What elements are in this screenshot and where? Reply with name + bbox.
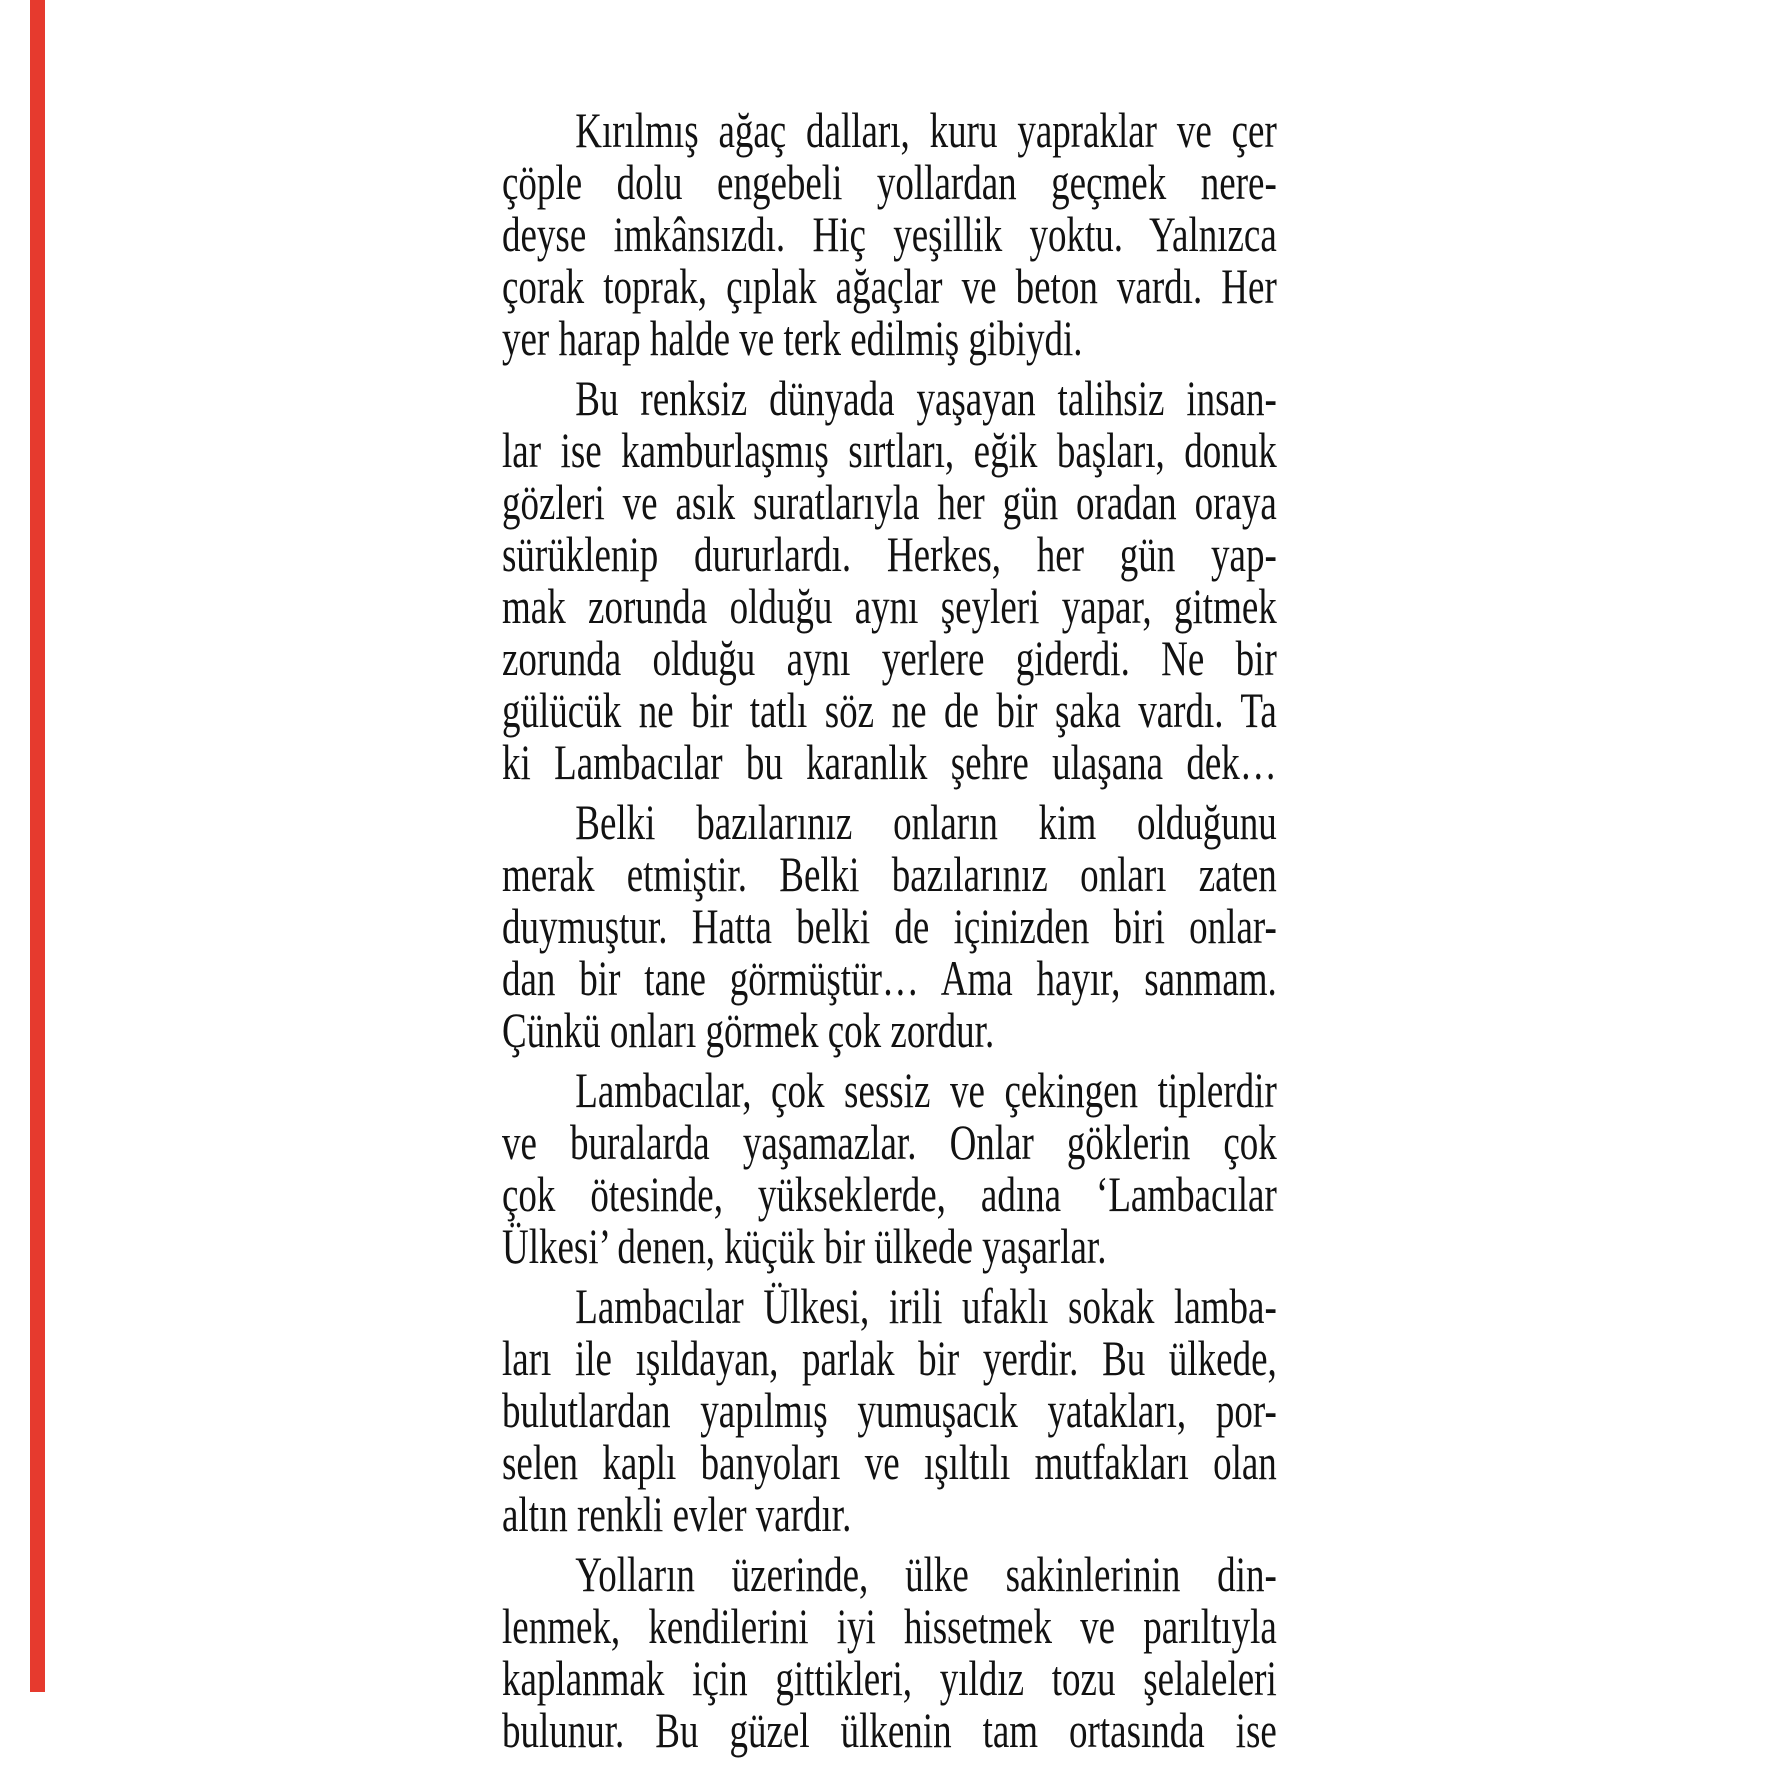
text-line: zorunda olduğu aynı yerlere giderdi. Ne bir (502, 630, 1277, 686)
text-line: dan bir tane görmüştür… Ama hayır, sanmam. (502, 950, 1277, 1006)
text-line: deyse imkânsızdı. Hiç yeşillik yoktu. Yalnızca (502, 206, 1277, 262)
paragraph (502, 104, 1277, 364)
text-line: Yolların üzerinde, ülke sakinlerinin din- (575, 1546, 1277, 1602)
paragraph (502, 1064, 1277, 1272)
text-line: lenmek, kendilerini iyi hissetmek ve parıltıyla (502, 1598, 1277, 1654)
text-line: Çünkü onları görmek çok zordur. (502, 1002, 995, 1058)
text-line: bulunur. Bu güzel ülkenin tam ortasında ise (502, 1702, 1277, 1758)
text-line: çöple dolu engebeli yollardan geçmek nere- (502, 154, 1277, 210)
text-line: merak etmiştir. Belki bazılarınız onları zaten (502, 846, 1277, 902)
paragraph (502, 1548, 1277, 1756)
text-line: Kırılmış ağaç dalları, kuru yapraklar ve çer (575, 102, 1277, 158)
text-line: Lambacılar Ülkesi, irili ufaklı sokak lamba- (575, 1278, 1277, 1334)
text-line: çok ötesinde, yükseklerde, adına ‘Lambacılar (502, 1166, 1277, 1222)
text-line: gözleri ve asık suratlarıyla her gün oradan oraya (502, 474, 1277, 530)
text-line: Bu renksiz dünyada yaşayan talihsiz insan- (575, 370, 1277, 426)
text-line: ve buralarda yaşamazlar. Onlar göklerin çok (502, 1114, 1277, 1170)
text-line: Ülkesi’ denen, küçük bir ülkede yaşarlar. (502, 1218, 1107, 1274)
paragraph (502, 1280, 1277, 1540)
text-line: çorak toprak, çıplak ağaçlar ve beton vardı. Her (502, 258, 1277, 314)
text-line: Lambacılar, çok sessiz ve çekingen tiplerdir (575, 1062, 1277, 1118)
text-line: ları ile ışıldayan, parlak bir yerdir. Bu ülkede, (502, 1330, 1277, 1386)
book-text-block (502, 104, 1277, 1756)
text-line: duymuştur. Hatta belki de içinizden biri onlar- (502, 898, 1277, 954)
text-line: yer harap halde ve terk edilmiş gibiydi. (502, 310, 1083, 366)
paragraph (502, 796, 1277, 1056)
text-line: altın renkli evler vardır. (502, 1486, 852, 1542)
paragraph (502, 372, 1277, 788)
text-line: gülücük ne bir tatlı söz ne de bir şaka vardı. Ta (502, 682, 1277, 738)
text-line: Belki bazılarınız onların kim olduğunu (575, 794, 1277, 850)
text-line: mak zorunda olduğu aynı şeyleri yapar, gitmek (502, 578, 1277, 634)
red-accent-bar (30, 0, 45, 1692)
text-line: bulutlardan yapılmış yumuşacık yatakları, por- (502, 1382, 1277, 1438)
text-line: sürüklenip dururlardı. Herkes, her gün yap- (502, 526, 1277, 582)
text-line: ki Lambacılar bu karanlık şehre ulaşana dek… (502, 734, 1277, 790)
text-line: lar ise kamburlaşmış sırtları, eğik başları, donuk (502, 422, 1277, 478)
text-line: kaplanmak için gittikleri, yıldız tozu şelaleleri (502, 1650, 1277, 1706)
text-line: selen kaplı banyoları ve ışıltılı mutfakları olan (502, 1434, 1277, 1490)
